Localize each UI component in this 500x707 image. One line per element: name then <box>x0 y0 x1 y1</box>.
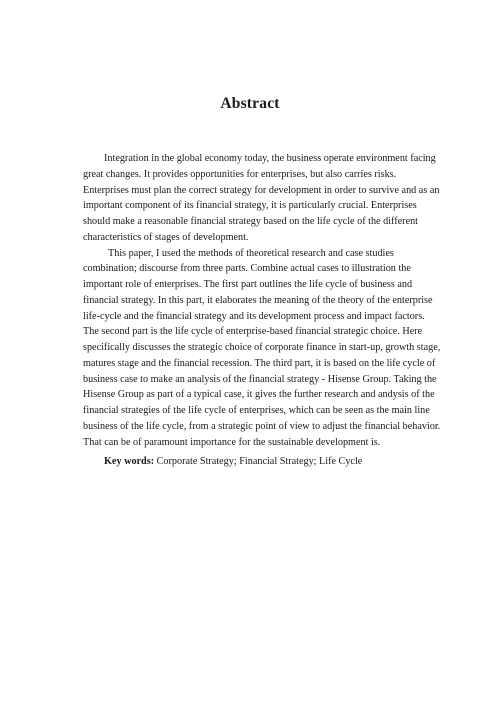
paragraph-line: business of the life cycle, from a strategic point of view to adjust the financial behavior. <box>83 420 441 432</box>
paragraph-line: That can be of paramount importance for the sustainable development is. <box>83 436 381 448</box>
paragraph-line: characteristics of stages of development. <box>83 231 249 243</box>
paragraph-line: The second part is the life cycle of enterprise-based financial strategic choice. Here <box>83 326 423 338</box>
paragraph-line: life-cycle and the financial strategy and its development process and impact factors. <box>83 310 425 322</box>
paragraph-1 <box>83 151 439 246</box>
paragraph-line: important role of enterprises. The first part outlines the life cycle of business and <box>83 279 413 290</box>
paragraph-line: Enterprises must plan the correct strategy for development in order to survive and as an <box>83 184 440 196</box>
abstract-title: Abstract <box>220 95 280 112</box>
abstract-body <box>83 151 439 450</box>
paragraph-line: important component of its financial strategy, it is particularly crucial. Enterprises <box>83 200 417 212</box>
paragraph-line: This paper, I used the methods of theoretical research and case studies <box>108 247 394 259</box>
paragraph-line: great changes. It provides opportunities for enterprises, but also carries risks. <box>83 168 397 180</box>
paragraph-line: specifically discusses the strategic choice of corporate finance in start-up, growth stage, <box>83 342 441 353</box>
paragraph-line: financial strategies of the life cycle of enterprises, which can be seen as the main line <box>83 405 430 416</box>
paragraph-line: Integration in the global economy today, the business operate environment facing <box>104 153 436 164</box>
keywords-line <box>104 456 362 467</box>
paragraph-line: Hisense Group as part of a typical case, it gives the further research and andysis of the <box>83 389 435 401</box>
paragraph-line: combination; discourse from three parts. Combine actual cases to illustration the <box>83 263 411 275</box>
keywords-label: Key words: <box>104 456 155 467</box>
paragraph-line: matures stage and the financial recession. The third part, it is based on the life cycle of <box>83 357 436 369</box>
paragraph-2 <box>83 246 439 451</box>
keywords-value: Corporate Strategy; Financial Strategy; Life Cycle <box>156 456 363 467</box>
paragraph-line: financial strategy. In this part, it elaborates the meaning of the theory of the enterprise <box>83 294 433 306</box>
paragraph-line: should make a reasonable financial strategy based on the life cycle of the different <box>83 216 419 227</box>
paragraph-line: business case to make an analysis of the financial strategy - Hisense Group. Taking the <box>83 373 437 385</box>
